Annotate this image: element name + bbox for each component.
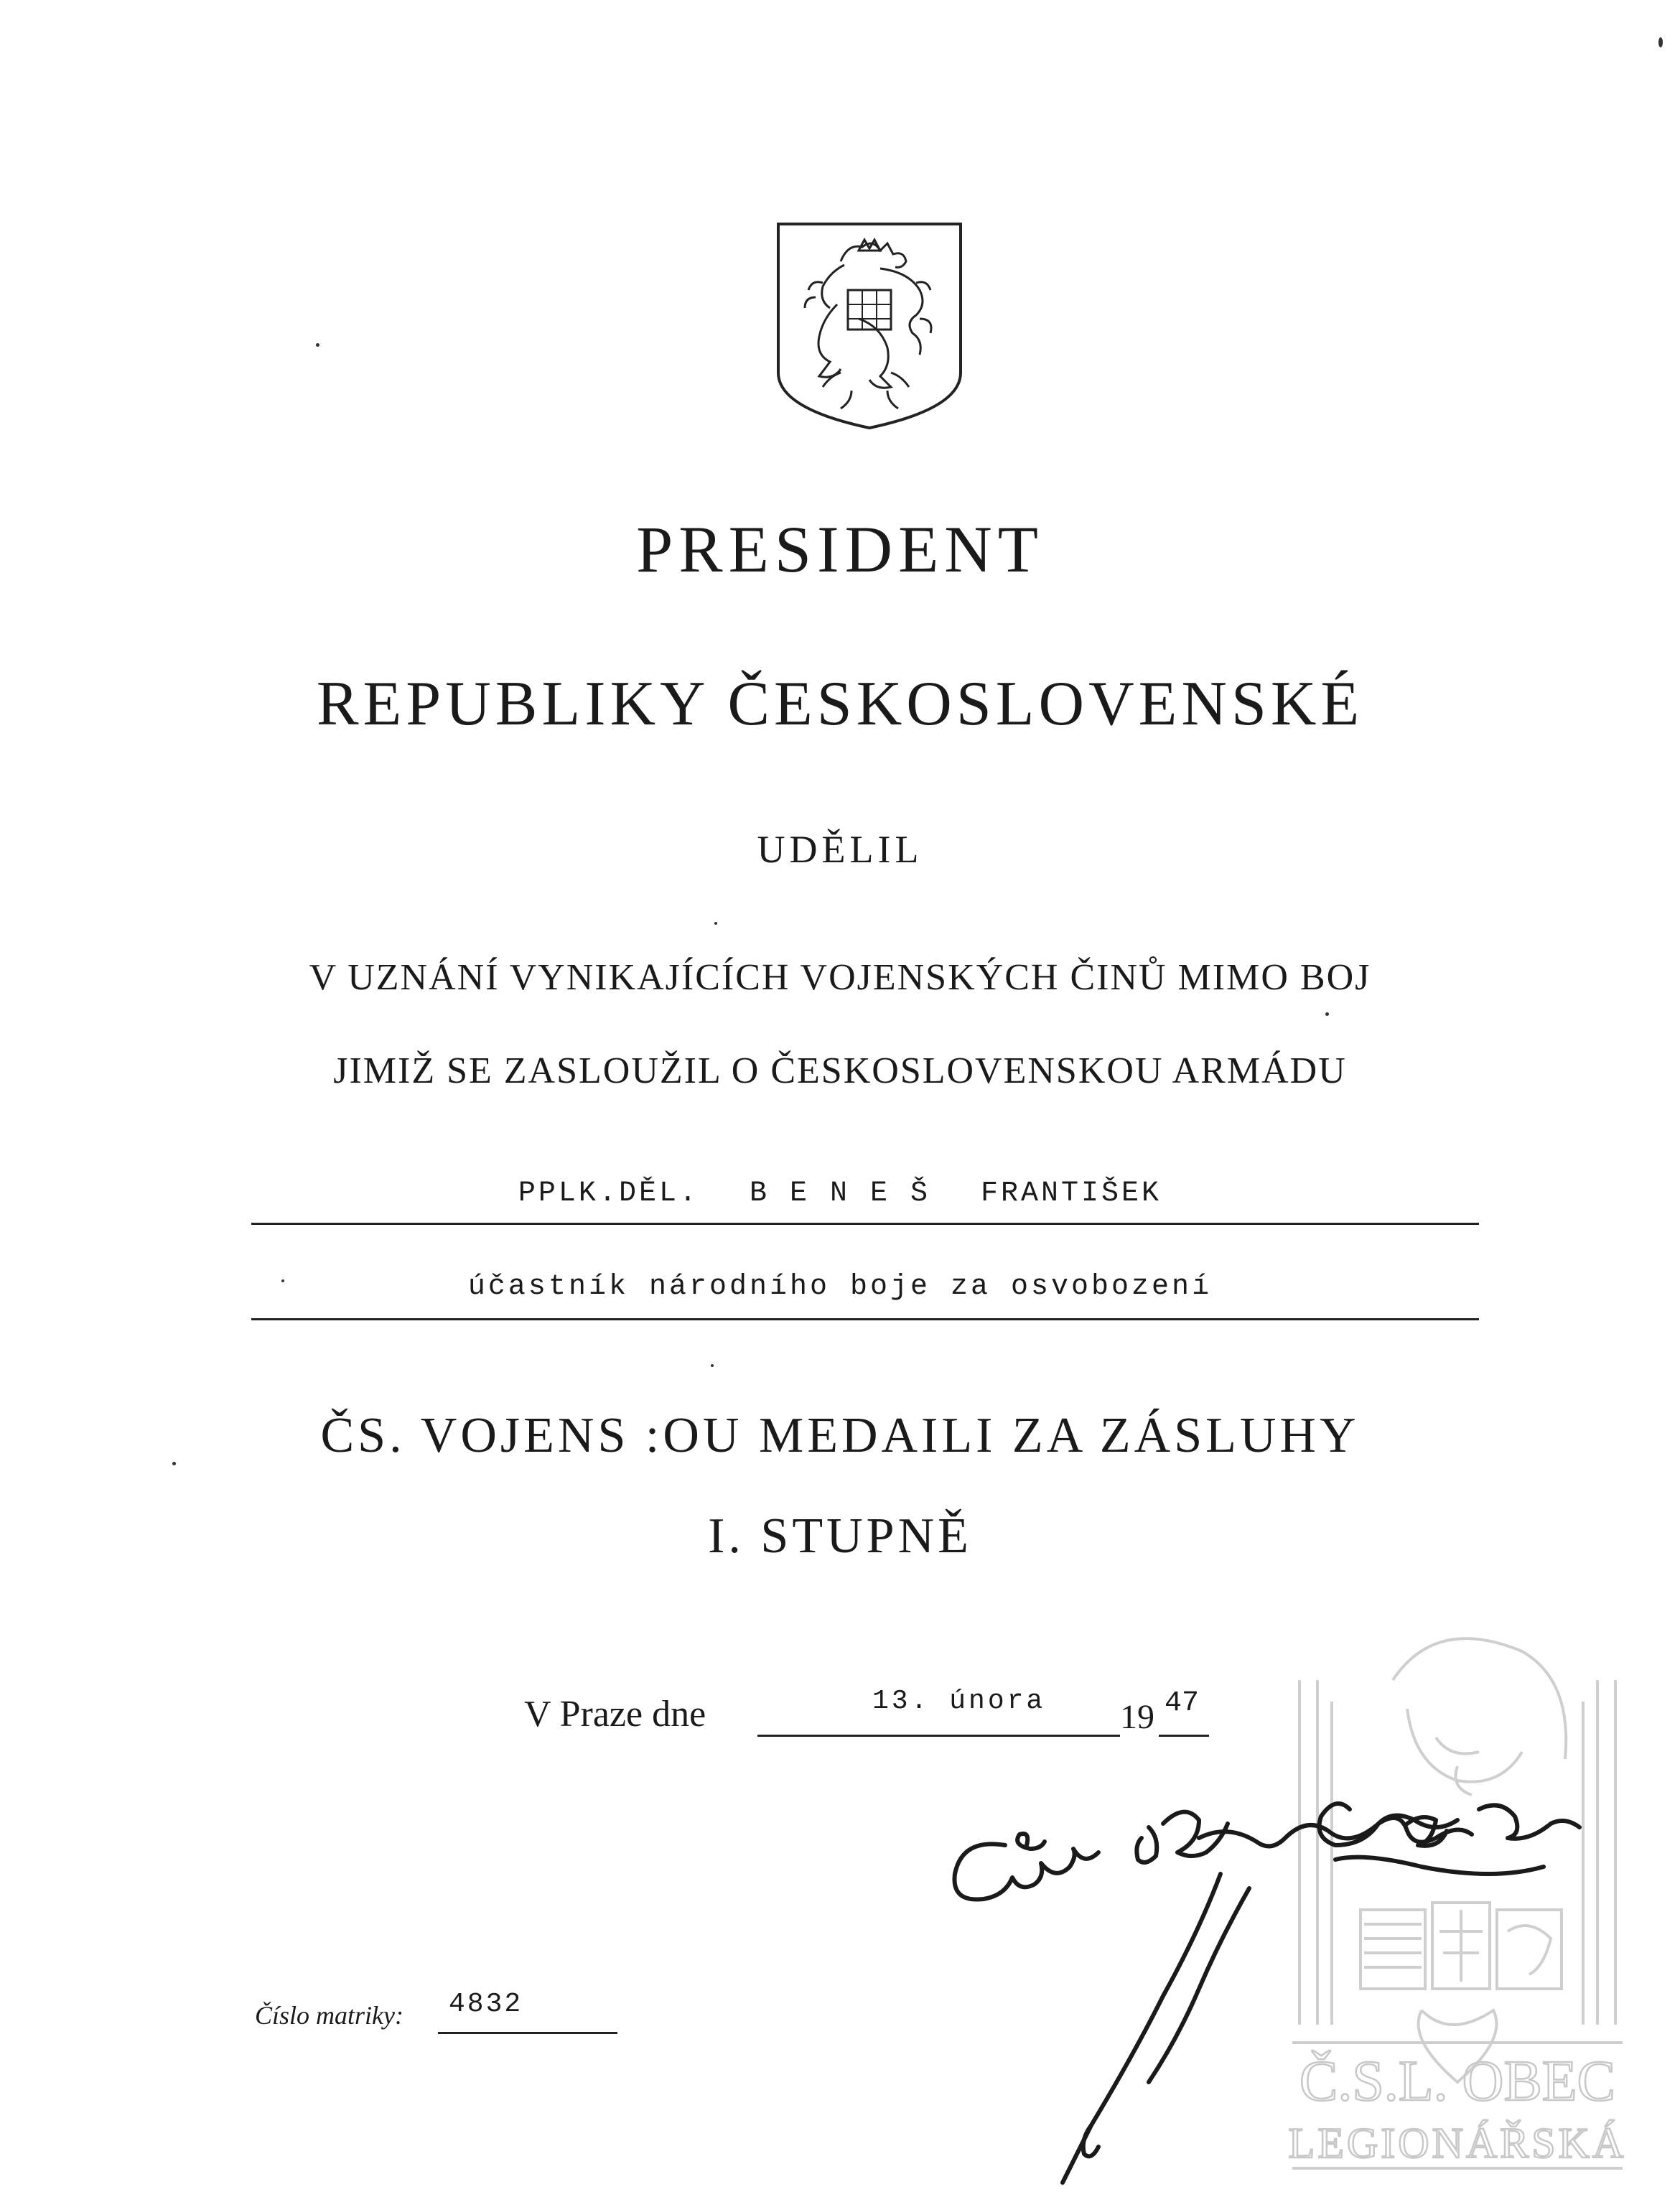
recipient-underline (251, 1223, 1479, 1225)
scan-speck (281, 1279, 284, 1282)
recipient-surname: B E N E Š (749, 1177, 931, 1210)
handwritten-signature-icon (905, 1795, 1623, 2197)
issue-year-prefix: 19 (1120, 1698, 1154, 1736)
scan-speck (714, 922, 717, 925)
scan-speck (711, 1364, 714, 1367)
recipient-given-name: FRANTIŠEK (981, 1177, 1162, 1210)
recipient-status: účastník národního boje za osvobození (467, 1271, 1213, 1303)
citation-line-1: V UZNÁNÍ VYNIKAJÍCÍCH VOJENSKÝCH ČINŮ MIMO BOJ (309, 957, 1371, 998)
citation-line-2: JIMIŽ SE ZASLOUŽIL O ČESKOSLOVENSKOU ARMÁDU (333, 1050, 1347, 1091)
status-underline (251, 1318, 1479, 1320)
registry-number-label: Číslo matriky: (255, 2001, 403, 2030)
issue-year-suffix: 47 (1165, 1687, 1200, 1720)
page-subtitle: REPUBLIKY ČESKOSLOVENSKÉ (316, 669, 1364, 739)
year-underline (1159, 1735, 1209, 1737)
recipient-rank: PPLK.DĚL. (518, 1177, 699, 1210)
registry-number: 4832 (449, 1989, 523, 2020)
recipient-name (0, 1177, 1680, 1210)
scan-speck (316, 343, 319, 347)
issue-place-label: V Praze dne (524, 1694, 706, 1735)
scan-speck (1325, 1012, 1329, 1016)
scan-speck (1658, 37, 1663, 47)
czechoslovak-coat-of-arms-icon (773, 218, 966, 434)
issue-day-month: 13. února (872, 1686, 1046, 1717)
watermark-line-2: LEGIONÁŘSKÁ (1288, 2119, 1627, 2167)
watermark-line-1: Č.S.L. OBEC (1299, 2050, 1616, 2113)
medal-name: ČS. VOJENS :OU MEDAILI ZA ZÁSLUHY (320, 1408, 1360, 1463)
awarded-label: UDĚLIL (757, 828, 923, 871)
date-underline (757, 1735, 1120, 1737)
scan-speck (172, 1462, 176, 1465)
medal-grade: I. STUPNĚ (708, 1508, 972, 1564)
page-title: PRESIDENT (636, 513, 1044, 586)
registry-underline (438, 2032, 617, 2034)
